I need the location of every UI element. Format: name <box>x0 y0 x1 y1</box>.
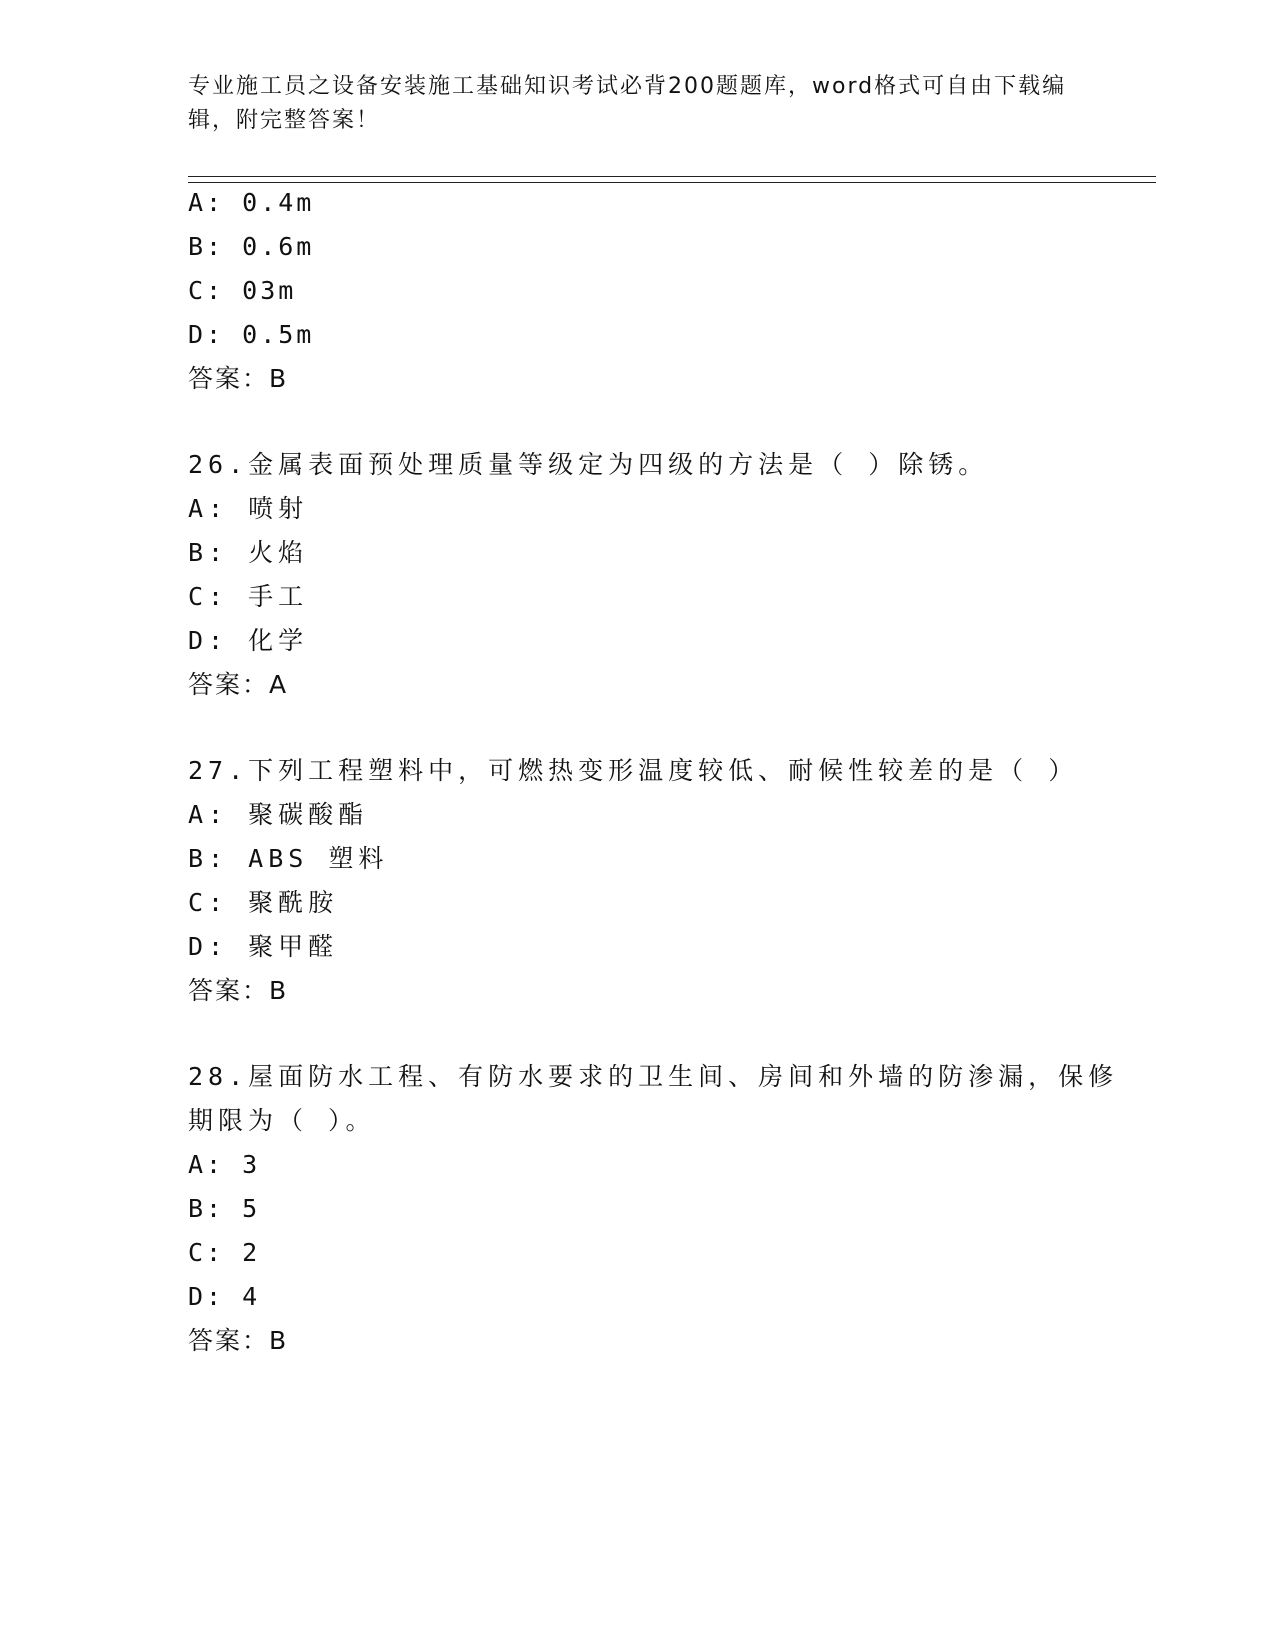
q27-stem: 27.下列工程塑料中，可燃热变形温度较低、耐候性较差的是（ ） <box>188 756 1079 785</box>
q25-option-d: D: 0.5m <box>188 320 315 349</box>
document-title: 专业施工员之设备安装施工基础知识考试必背200题题库，word格式可自由下载编辑，附完整答案！ <box>188 74 1067 133</box>
q27-option-b: B: ABS 塑料 <box>188 844 389 873</box>
q26-option-d: D: 化学 <box>188 626 309 655</box>
q27-answer: 答案：B <box>188 976 289 1005</box>
q28-option-b: B: 5 <box>188 1194 261 1223</box>
q25-option-b: B: 0.6m <box>188 232 315 261</box>
q27-option-a: A: 聚碳酸酯 <box>188 800 369 829</box>
q27-option-d: D: 聚甲醛 <box>188 932 339 961</box>
q26-option-c: C: 手工 <box>188 582 309 611</box>
header-divider-bottom <box>188 182 1156 183</box>
q26-answer: 答案：A <box>188 670 289 699</box>
q28-stem-line-2: 期限为（ ）。 <box>188 1106 376 1135</box>
q28-answer: 答案：B <box>188 1326 289 1355</box>
q28-option-d: D: 4 <box>188 1282 261 1311</box>
q28-option-a: A: 3 <box>188 1150 261 1179</box>
q27-option-c: C: 聚酰胺 <box>188 888 339 917</box>
q25-option-a: A: 0.4m <box>188 188 315 217</box>
q28-option-c: C: 2 <box>188 1238 261 1267</box>
q28-stem-line-1: 28.屋面防水工程、有防水要求的卫生间、房间和外墙的防渗漏，保修 <box>188 1062 1119 1091</box>
header-divider-top <box>188 176 1156 177</box>
q25-answer: 答案：B <box>188 364 289 393</box>
q26-option-b: B: 火焰 <box>188 538 309 567</box>
q26-option-a: A: 喷射 <box>188 494 309 523</box>
q26-stem: 26.金属表面预处理质量等级定为四级的方法是（ ）除锈。 <box>188 450 989 479</box>
q25-option-c: C: 03m <box>188 276 297 305</box>
